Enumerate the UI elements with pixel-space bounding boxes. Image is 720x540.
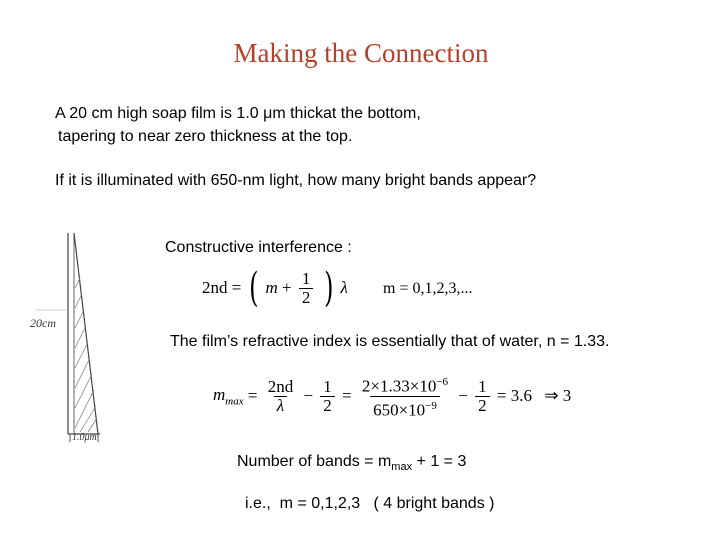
bands-subscript: max — [391, 461, 413, 474]
soap-film-wedge — [28, 228, 108, 448]
eq1-half-num: 1 — [301, 268, 311, 288]
eq1-lambda: λ — [340, 278, 348, 297]
eq2-den-exponent: −9 — [425, 399, 437, 412]
eq2-minus-2: − — [458, 386, 468, 406]
eq1-lhs: 2nd — [202, 278, 228, 297]
m-values: m = 0,1,2,3,... — [383, 280, 473, 297]
eq2-m — [213, 385, 244, 407]
eq2-frac-num: 2nd — [267, 376, 294, 396]
question-text: If it is illuminated with 650-nm light, how many bright bands appear? — [55, 172, 537, 189]
eq2-equals-2: = — [342, 386, 352, 406]
eq2-half2-num: 1 — [478, 376, 487, 396]
soap-film-diagram — [28, 228, 108, 448]
eq2-result-2: ⇒ 3 — [544, 386, 572, 406]
refractive-index-text: The film’s refractive index is essentially that of water, n = 1.33. — [170, 333, 610, 350]
bands-suffix: + 1 = 3 — [412, 453, 467, 470]
eq2-half2-fraction — [475, 378, 490, 415]
eq2-frac-den: λ — [274, 396, 287, 415]
eq2-numeric-num — [359, 373, 451, 396]
eq1-m: m — [265, 278, 278, 297]
eq2-half-num: 1 — [323, 376, 332, 396]
eq2-half-den: 2 — [320, 396, 335, 415]
problem-line-2: tapering to near zero thickness at the top. — [58, 128, 353, 145]
eq2-m-subscript: max — [225, 395, 244, 408]
eq1-right-paren: ) — [323, 265, 334, 311]
eq2-result-1: = 3.6 — [496, 386, 532, 406]
eq1-half-den: 2 — [299, 288, 314, 307]
constructive-label: Constructive interference : — [165, 239, 352, 256]
eq1-half-fraction — [299, 270, 314, 307]
eq2-num-exponent: −6 — [436, 376, 449, 388]
eq2-minus-1: − — [303, 386, 314, 406]
height-label: 20cm — [30, 316, 56, 330]
eq2-half2-den: 2 — [475, 396, 490, 415]
bands-prefix: Number of bands = m — [237, 453, 392, 470]
eq2-den-value: 650×10 — [373, 400, 426, 420]
slide-title: Making the Connection — [233, 38, 489, 68]
eq2-num-value: 2×1.33×10 — [361, 376, 437, 396]
constructive-equation — [202, 265, 348, 311]
eq1-left-paren: ( — [248, 265, 259, 311]
mmax-equation — [213, 373, 571, 419]
thickness-label: 1.0μm — [72, 432, 97, 443]
problem-line-1: A 20 cm high soap film is 1.0 μm thickat the bottom, — [55, 105, 421, 122]
eq2-m-symbol: m — [213, 384, 226, 404]
eq1-equals: = — [231, 278, 242, 297]
eq2-half-fraction — [320, 378, 335, 415]
eq2-numeric-fraction — [359, 373, 451, 419]
number-of-bands — [237, 451, 466, 478]
eq2-numeric-den — [370, 396, 440, 420]
ie-text: i.e., m = 0,1,2,3 ( 4 bright bands ) — [245, 495, 495, 512]
eq2-equals-1: = — [247, 386, 258, 406]
eq2-2nd-over-lambda — [265, 378, 297, 415]
eq1-plus: + — [281, 278, 292, 297]
